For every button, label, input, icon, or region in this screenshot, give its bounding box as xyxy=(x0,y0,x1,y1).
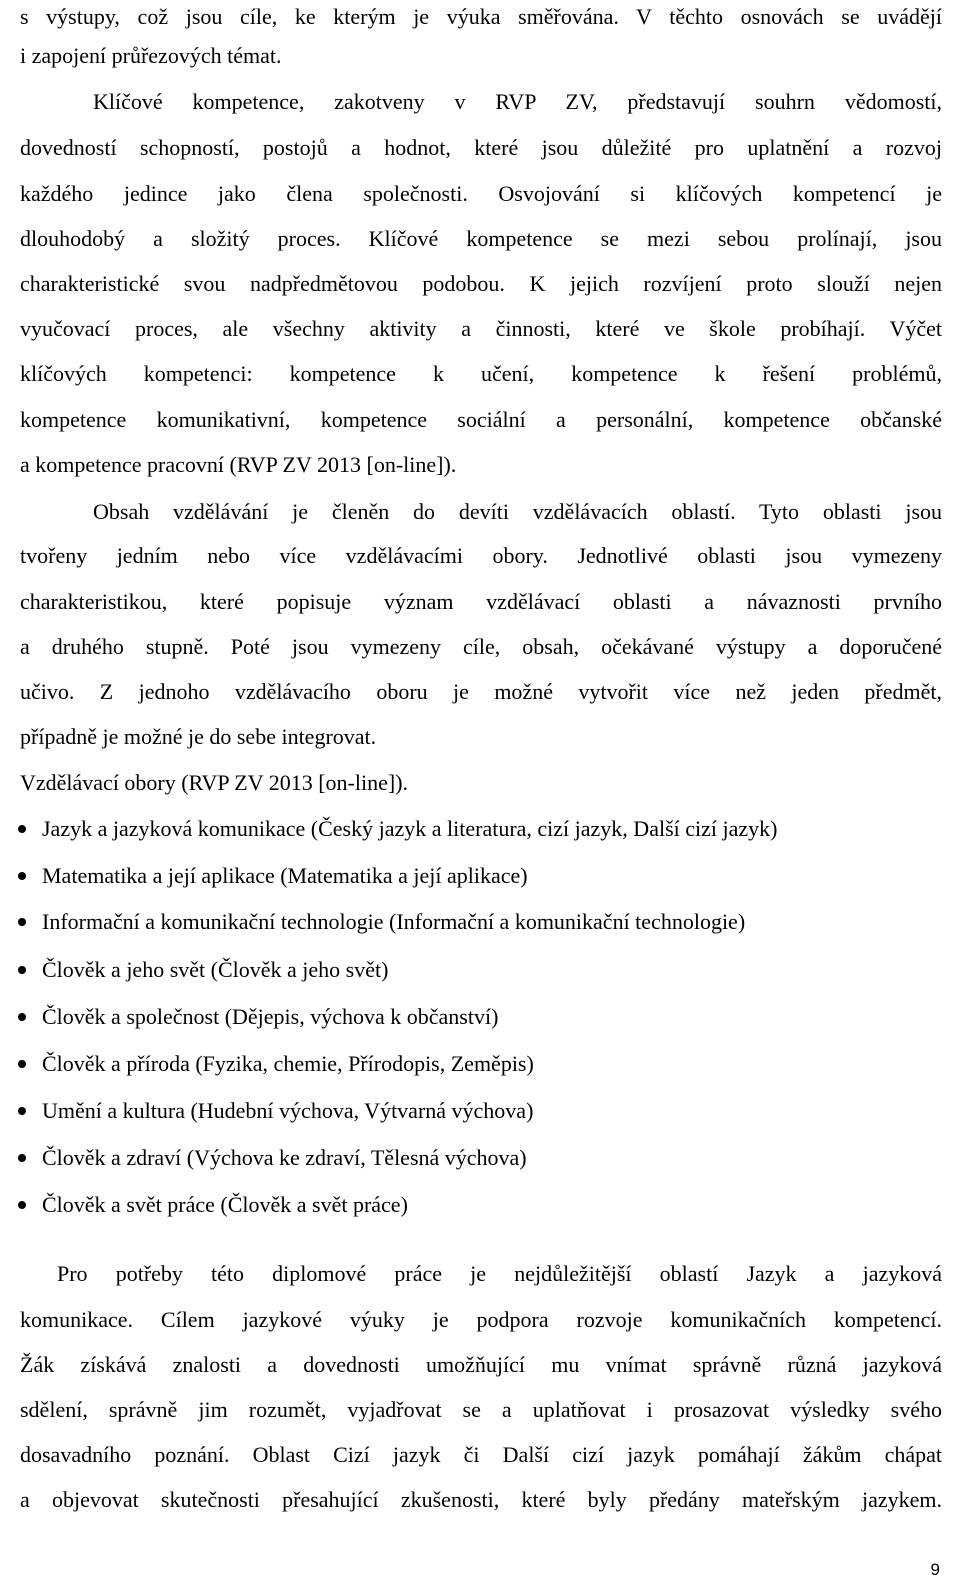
paragraph-line: sdělení, správně jim rozumět, vyjadřovat se a uplatňovat i prosazovat výsledky svého xyxy=(20,1397,942,1422)
bullet-icon xyxy=(18,1013,26,1021)
list-item-text: Člověk a zdraví (Výchova ke zdraví, Tělesná výchova) xyxy=(42,1145,527,1170)
page-number: 9 xyxy=(930,1560,940,1579)
list-item-text: Člověk a příroda (Fyzika, chemie, Přírodopis, Zeměpis) xyxy=(42,1051,534,1076)
paragraph-line: i zapojení průřezových témat. xyxy=(20,43,282,68)
paragraph-line: dosavadního poznání. Oblast Cizí jazyk či Další cizí jazyk pomáhají žákům chápat xyxy=(20,1442,942,1467)
paragraph-line: s výstupy, což jsou cíle, ke kterým je výuka směřována. V těchto osnovách se uvádějí xyxy=(20,4,942,29)
list-item xyxy=(0,1190,960,1220)
list-item xyxy=(0,1096,960,1126)
paragraph-line: Obsah vzdělávání je členěn do devíti vzdělávacích oblastí. Tyto oblasti jsou xyxy=(93,499,942,524)
bullet-icon xyxy=(18,1060,26,1068)
bullet-icon xyxy=(18,918,26,926)
paragraph-line: a kompetence pracovní (RVP ZV 2013 [on-line]). xyxy=(20,452,457,477)
list-item xyxy=(0,1049,960,1079)
bullet-icon xyxy=(18,1154,26,1162)
paragraph-line: Žák získává znalosti a dovednosti umožňující mu vnímat správně různá jazyková xyxy=(20,1352,942,1377)
list-item xyxy=(0,861,960,891)
list-item xyxy=(0,955,960,985)
bullet-icon xyxy=(18,872,26,880)
list-item-text: Člověk a svět práce (Člověk a svět práce) xyxy=(42,1192,408,1217)
list-item-text: Jazyk a jazyková komunikace (Český jazyk a literatura, cizí jazyk, Další cizí jazyk) xyxy=(42,816,778,841)
bullet-icon xyxy=(18,966,26,974)
list-item-text: Člověk a společnost (Dějepis, výchova k občanství) xyxy=(42,1004,499,1029)
list-item xyxy=(0,1143,960,1173)
list-item xyxy=(0,907,960,937)
list-item-text: Informační a komunikační technologie (Informační a komunikační technologie) xyxy=(42,909,746,934)
list-intro: Vzdělávací obory (RVP ZV 2013 [on-line]). xyxy=(20,770,409,795)
paragraph-line: učivo. Z jednoho vzdělávacího oboru je možné vytvořit více než jeden předmět, xyxy=(20,679,942,704)
bullet-icon xyxy=(18,1201,26,1209)
paragraph-line: vyučovací proces, ale všechny aktivity a činnosti, které ve škole probíhají. Výčet xyxy=(20,316,942,341)
paragraph-line: tvořeny jedním nebo více vzdělávacími obory. Jednotlivé oblasti jsou vymezeny xyxy=(20,543,942,568)
list-item xyxy=(0,1002,960,1032)
paragraph-line: dlouhodobý a složitý proces. Klíčové kompetence se mezi sebou prolínají, jsou xyxy=(20,226,942,251)
paragraph-line: Klíčové kompetence, zakotveny v RVP ZV, představují souhrn vědomostí, xyxy=(93,89,942,114)
list-item xyxy=(0,814,960,844)
paragraph-line: kompetence komunikativní, kompetence sociální a personální, kompetence občanské xyxy=(20,407,942,432)
bullet-icon xyxy=(18,1107,26,1115)
paragraph-line: klíčových kompetenci: kompetence k učení, kompetence k řešení problémů, xyxy=(20,361,942,386)
paragraph-line: a objevovat skutečnosti přesahující zkušenosti, které byly předány mateřským jazykem. xyxy=(20,1487,942,1512)
list-item-text: Člověk a jeho svět (Člověk a jeho svět) xyxy=(42,957,389,982)
paragraph-line: každého jedince jako člena společnosti. Osvojování si klíčových kompetencí je xyxy=(20,181,942,206)
paragraph-line: komunikace. Cílem jazykové výuky je podpora rozvoje komunikačních kompetencí. xyxy=(20,1307,942,1332)
paragraph-line: Pro potřeby této diplomové práce je nejdůležitější oblastí Jazyk a jazyková xyxy=(57,1261,942,1286)
paragraph-line: charakteristikou, které popisuje význam vzdělávací oblasti a návaznosti prvního xyxy=(20,589,942,614)
paragraph-line: charakteristické svou nadpředmětovou podobou. K jejich rozvíjení proto slouží nejen xyxy=(20,271,942,296)
list-item-text: Matematika a její aplikace (Matematika a její aplikace) xyxy=(42,863,528,888)
paragraph-line: dovedností schopností, postojů a hodnot, které jsou důležité pro uplatnění a rozvoj xyxy=(20,135,942,160)
bullet-icon xyxy=(18,825,26,833)
paragraph-line: případně je možné je do sebe integrovat. xyxy=(20,724,377,749)
list-item-text: Umění a kultura (Hudební výchova, Výtvarná výchova) xyxy=(42,1098,534,1123)
paragraph-line: a druhého stupně. Poté jsou vymezeny cíle, obsah, očekávané výstupy a doporučené xyxy=(20,634,942,659)
